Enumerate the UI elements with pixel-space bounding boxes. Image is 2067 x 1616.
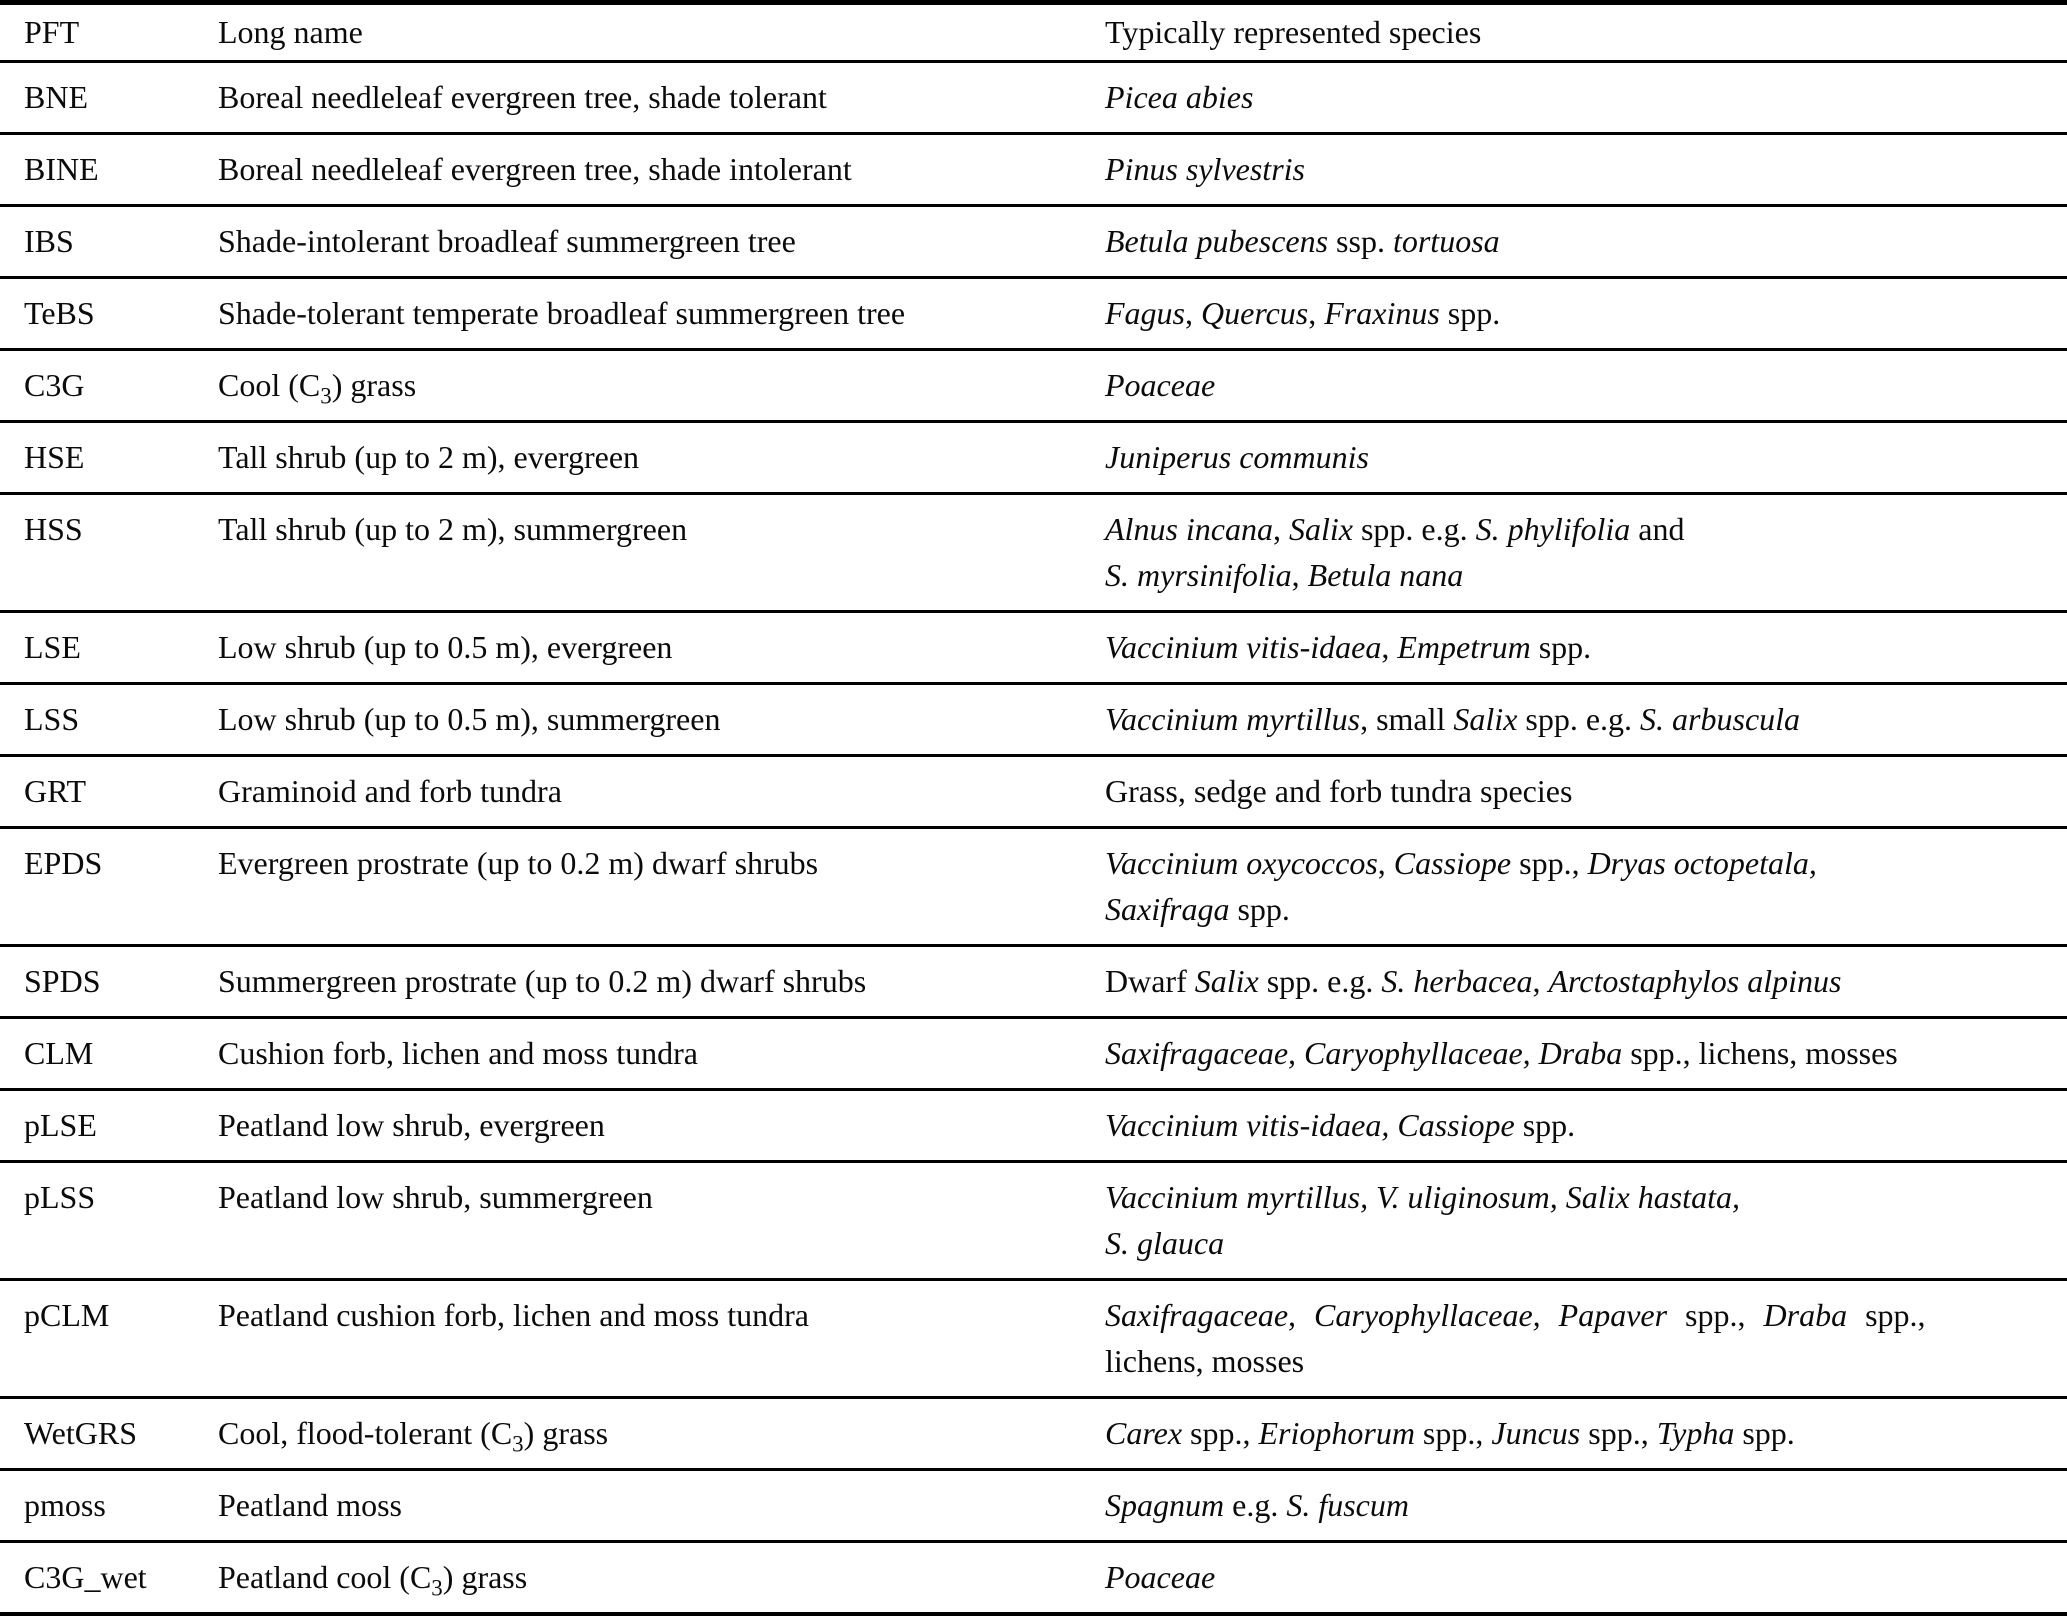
cell-line	[1105, 556, 2055, 595]
species-name-text: Fagus	[1105, 295, 1185, 331]
species-name-text: Typha	[1656, 1415, 1735, 1451]
pft-cell: IBS	[24, 223, 74, 259]
species-cell	[1105, 756, 2067, 828]
species-name-text: Cassiope	[1393, 845, 1512, 881]
species-name-text: Vaccinium vitis-idaea	[1105, 629, 1382, 665]
species-name-text: Vaccinium myrtillus, V. uliginosum, Salix hastata,	[1105, 1179, 1740, 1215]
species-name-text: Fraxinus	[1324, 295, 1440, 331]
table-row	[0, 684, 2067, 756]
cell-line	[218, 78, 1093, 117]
table-row	[0, 1470, 2067, 1542]
cell-line	[1105, 366, 2055, 405]
plain-text: Tall shrub (up to 2 m), evergreen	[218, 439, 640, 475]
cell-line	[1105, 1342, 2055, 1381]
plain-text: e.g.	[1224, 1487, 1287, 1523]
species-cell	[1105, 494, 2067, 612]
table-row	[0, 1398, 2067, 1470]
species-name-text: Saxifraga	[1105, 891, 1230, 927]
cell-line	[1105, 78, 2055, 117]
plain-text: spp.,	[1667, 1297, 1764, 1333]
plain-text: ,	[1291, 557, 1308, 593]
plain-text: ) grass	[331, 367, 417, 403]
plain-text: , small	[1360, 701, 1454, 737]
cell-line	[218, 628, 1093, 667]
cell-line	[218, 1486, 1093, 1525]
species-cell	[1105, 278, 2067, 350]
table-row	[0, 828, 2067, 946]
species-name-text: S. phylifolia	[1475, 511, 1631, 547]
cell-line	[218, 222, 1093, 261]
header-row	[0, 3, 2067, 62]
species-name-text: S. myrsinifolia	[1105, 557, 1292, 593]
plain-text: Boreal needleleaf evergreen tree, shade intolerant	[218, 151, 852, 187]
plain-text: spp.	[1514, 1107, 1576, 1143]
species-cell	[1105, 612, 2067, 684]
long-name-cell	[218, 946, 1105, 1018]
species-cell	[1105, 1090, 2067, 1162]
plain-text: Evergreen prostrate (up to 0.2 m) dwarf shrubs	[218, 845, 819, 881]
species-name-text: Poaceae	[1105, 367, 1216, 403]
cell-line	[218, 1296, 1093, 1335]
plain-text: Peatland low shrub, evergreen	[218, 1107, 605, 1143]
species-name-text: ,	[1808, 845, 1817, 881]
species-name-text: Dryas octopetala	[1587, 845, 1809, 881]
cell-line	[1105, 150, 2055, 189]
plain-text: ,	[1272, 511, 1289, 547]
pft-cell: HSS	[24, 511, 83, 547]
plain-text: spp. e.g.	[1517, 701, 1641, 737]
plain-text: ,	[1308, 295, 1325, 331]
species-name-text: S. arbuscula	[1640, 701, 1801, 737]
plain-text: ssp.	[1328, 223, 1393, 259]
species-cell	[1105, 1162, 2067, 1280]
species-name-text: Poaceae	[1105, 1559, 1216, 1595]
cell-line	[218, 1178, 1093, 1217]
plain-text: ) grass	[523, 1415, 609, 1451]
plain-text: spp.,	[1847, 1297, 1926, 1333]
cell-line	[1105, 222, 2055, 261]
long-name-cell	[218, 278, 1105, 350]
cell-line	[1105, 1034, 2055, 1073]
table-row	[0, 206, 2067, 278]
pft-cell: pLSE	[24, 1107, 97, 1143]
long-name-cell	[218, 1542, 1105, 1615]
species-name-text: Saxifragaceae,	[1105, 1297, 1297, 1333]
table-row	[0, 134, 2067, 206]
cell-line	[1105, 510, 2055, 549]
species-name-text: Juniperus communis	[1105, 439, 1369, 475]
species-cell	[1105, 206, 2067, 278]
pft-cell: EPDS	[24, 845, 103, 881]
species-name-text: tortuosa	[1392, 223, 1500, 259]
plain-text: spp.	[1439, 295, 1501, 331]
long-name-cell	[218, 1162, 1105, 1280]
cell-line	[1105, 1106, 2055, 1145]
species-name-text: Alnus incana	[1105, 511, 1273, 547]
plain-text: Tall shrub (up to 2 m), summergreen	[218, 511, 688, 547]
plain-text: spp.,	[1511, 845, 1588, 881]
long-name-cell	[218, 756, 1105, 828]
cell-line	[1105, 1224, 2055, 1263]
col-header-species: Typically represented species	[1105, 14, 1482, 50]
cell-line	[1105, 890, 2055, 929]
plain-text: ,	[1381, 629, 1398, 665]
plain-text: Low shrub (up to 0.5 m), evergreen	[218, 629, 673, 665]
cell-line	[1105, 1178, 2055, 1217]
cell-line	[218, 962, 1093, 1001]
species-name-text: Picea abies	[1105, 79, 1254, 115]
cell-line	[218, 700, 1093, 739]
plain-text: spp.	[1530, 629, 1592, 665]
table-row	[0, 946, 2067, 1018]
pft-cell: pCLM	[24, 1297, 110, 1333]
cell-line	[1105, 1296, 2055, 1335]
pft-cell: C3G	[24, 367, 85, 403]
plain-text: Dwarf	[1105, 963, 1195, 999]
plain-text: 3	[320, 383, 332, 409]
long-name-cell	[218, 134, 1105, 206]
col-header-long-name: Long name	[218, 14, 363, 50]
cell-line	[218, 1106, 1093, 1145]
plain-text: Shade-intolerant broadleaf summergreen tree	[218, 223, 796, 259]
species-name-text: Betula nana	[1307, 557, 1464, 593]
long-name-cell	[218, 62, 1105, 134]
cell-line	[218, 1034, 1093, 1073]
long-name-cell	[218, 1090, 1105, 1162]
pft-cell: WetGRS	[24, 1415, 137, 1451]
species-cell	[1105, 422, 2067, 494]
species-name-text: Salix	[1453, 701, 1518, 737]
table-row	[0, 1162, 2067, 1280]
plain-text: Shade-tolerant temperate broadleaf summergreen tree	[218, 295, 906, 331]
plain-text	[1296, 1297, 1314, 1333]
long-name-cell	[218, 612, 1105, 684]
species-name-text: Betula pubescens	[1105, 223, 1329, 259]
species-cell	[1105, 62, 2067, 134]
species-name-text: Carex	[1105, 1415, 1183, 1451]
plain-text: spp., lichens, mosses	[1622, 1035, 1898, 1071]
cell-line	[1105, 294, 2055, 333]
pft-cell: LSS	[24, 701, 80, 737]
table-body	[0, 62, 2067, 1615]
cell-line	[1105, 628, 2055, 667]
table-row	[0, 494, 2067, 612]
plain-text: spp.	[1734, 1415, 1795, 1451]
cell-line	[218, 772, 1093, 811]
long-name-cell	[218, 1280, 1105, 1398]
table-row	[0, 1542, 2067, 1615]
species-cell	[1105, 350, 2067, 422]
long-name-cell	[218, 828, 1105, 946]
long-name-cell	[218, 1398, 1105, 1470]
pft-cell: BINE	[24, 151, 99, 187]
species-name-text: Papaver	[1558, 1297, 1668, 1333]
cell-line	[1105, 700, 2055, 739]
table-row	[0, 612, 2067, 684]
species-name-text: Salix	[1288, 511, 1353, 547]
species-name-text: Quercus	[1201, 295, 1309, 331]
pft-cell: C3G_wet	[24, 1559, 147, 1595]
cell-line	[1105, 438, 2055, 477]
plain-text: Peatland low shrub, summergreen	[218, 1179, 653, 1215]
species-cell	[1105, 134, 2067, 206]
plain-text: Peatland cool (C	[218, 1559, 432, 1595]
cell-line	[218, 1414, 1093, 1457]
species-cell	[1105, 946, 2067, 1018]
plain-text: ,	[1377, 845, 1394, 881]
species-name-text: Pinus sylvestris	[1105, 151, 1305, 187]
plain-text: spp. e.g.	[1352, 511, 1476, 547]
plain-text: spp.,	[1580, 1415, 1657, 1451]
plain-text: 3	[512, 1431, 524, 1457]
plain-text: ,	[1185, 295, 1201, 331]
long-name-cell	[218, 1018, 1105, 1090]
species-name-text: Vaccinium oxycoccos	[1105, 845, 1378, 881]
cell-line	[218, 438, 1093, 477]
species-name-text: Vaccinium vitis-idaea, Cassiope	[1105, 1107, 1515, 1143]
species-name-text: Empetrum	[1397, 629, 1531, 665]
species-name-text: Eriophorum	[1258, 1415, 1415, 1451]
cell-line	[1105, 1414, 2055, 1453]
table-row	[0, 422, 2067, 494]
long-name-cell	[218, 1470, 1105, 1542]
pft-cell: HSE	[24, 439, 85, 475]
plain-text: ,	[1532, 963, 1549, 999]
cell-line	[218, 294, 1093, 333]
table-row	[0, 1280, 2067, 1398]
cell-line	[1105, 1486, 2055, 1525]
long-name-cell	[218, 206, 1105, 278]
cell-line	[1105, 962, 2055, 1001]
cell-line	[1105, 1558, 2055, 1597]
plain-text: 3	[431, 1575, 443, 1601]
species-cell	[1105, 1280, 2067, 1398]
species-name-text: Caryophyllaceae,	[1314, 1297, 1541, 1333]
species-cell	[1105, 1018, 2067, 1090]
plain-text: Low shrub (up to 0.5 m), summergreen	[218, 701, 721, 737]
species-name-text: Arctostaphylos alpinus	[1548, 963, 1842, 999]
species-name-text: Salix	[1194, 963, 1259, 999]
cell-line	[1105, 844, 2055, 883]
pft-cell: BNE	[24, 79, 88, 115]
species-name-text: S. fuscum	[1286, 1487, 1409, 1523]
cell-line	[218, 510, 1093, 549]
plain-text: Summergreen prostrate (up to 0.2 m) dwarf shrubs	[218, 963, 867, 999]
plain-text: Peatland moss	[218, 1487, 402, 1523]
plain-text: Peatland cushion forb, lichen and moss tundra	[218, 1297, 809, 1333]
cell-line	[218, 1558, 1093, 1601]
species-cell	[1105, 1542, 2067, 1615]
long-name-cell	[218, 494, 1105, 612]
table-row	[0, 62, 2067, 134]
species-cell	[1105, 1470, 2067, 1542]
plain-text: Boreal needleleaf evergreen tree, shade tolerant	[218, 79, 827, 115]
pft-cell: LSE	[24, 629, 81, 665]
plain-text: Cushion forb, lichen and moss tundra	[218, 1035, 698, 1071]
species-name-text: Saxifragaceae, Caryophyllaceae, Draba	[1105, 1035, 1623, 1071]
cell-line	[218, 150, 1093, 189]
pft-cell: TeBS	[24, 295, 95, 331]
species-name-text: Juncus	[1491, 1415, 1581, 1451]
table-header	[0, 3, 2067, 62]
plain-text: and	[1630, 511, 1685, 547]
plain-text: spp. e.g.	[1258, 963, 1382, 999]
plain-text: lichens, mosses	[1105, 1343, 1305, 1379]
pft-cell: SPDS	[24, 963, 101, 999]
species-name-text: Vaccinium myrtillus	[1105, 701, 1361, 737]
plain-text: spp.	[1229, 891, 1290, 927]
long-name-cell	[218, 684, 1105, 756]
pft-cell: pmoss	[24, 1487, 106, 1523]
species-name-text: Spagnum	[1105, 1487, 1225, 1523]
species-cell	[1105, 684, 2067, 756]
species-cell	[1105, 828, 2067, 946]
table-row	[0, 756, 2067, 828]
species-name-text: Draba	[1763, 1297, 1848, 1333]
pft-cell: pLSS	[24, 1179, 96, 1215]
plain-text: ) grass	[442, 1559, 528, 1595]
pft-cell: GRT	[24, 773, 87, 809]
table-row	[0, 1018, 2067, 1090]
species-cell	[1105, 1398, 2067, 1470]
long-name-cell	[218, 350, 1105, 422]
table-row	[0, 1090, 2067, 1162]
species-name-text: S. glauca	[1105, 1225, 1225, 1261]
plain-text: Grass, sedge and forb tundra species	[1105, 773, 1573, 809]
plain-text: spp.,	[1414, 1415, 1492, 1451]
plain-text: Cool, flood-tolerant (C	[218, 1415, 513, 1451]
long-name-cell	[218, 422, 1105, 494]
species-name-text: S. herbacea	[1381, 963, 1533, 999]
plain-text: Cool (C	[218, 367, 321, 403]
table-row	[0, 350, 2067, 422]
cell-line	[1105, 772, 2055, 811]
table-row	[0, 278, 2067, 350]
col-header-pft: PFT	[24, 14, 80, 50]
cell-line	[218, 844, 1093, 883]
cell-line	[218, 366, 1093, 409]
plain-text: spp.,	[1182, 1415, 1259, 1451]
pft-cell: CLM	[24, 1035, 94, 1071]
plain-text	[1541, 1297, 1559, 1333]
plain-text: Graminoid and forb tundra	[218, 773, 562, 809]
